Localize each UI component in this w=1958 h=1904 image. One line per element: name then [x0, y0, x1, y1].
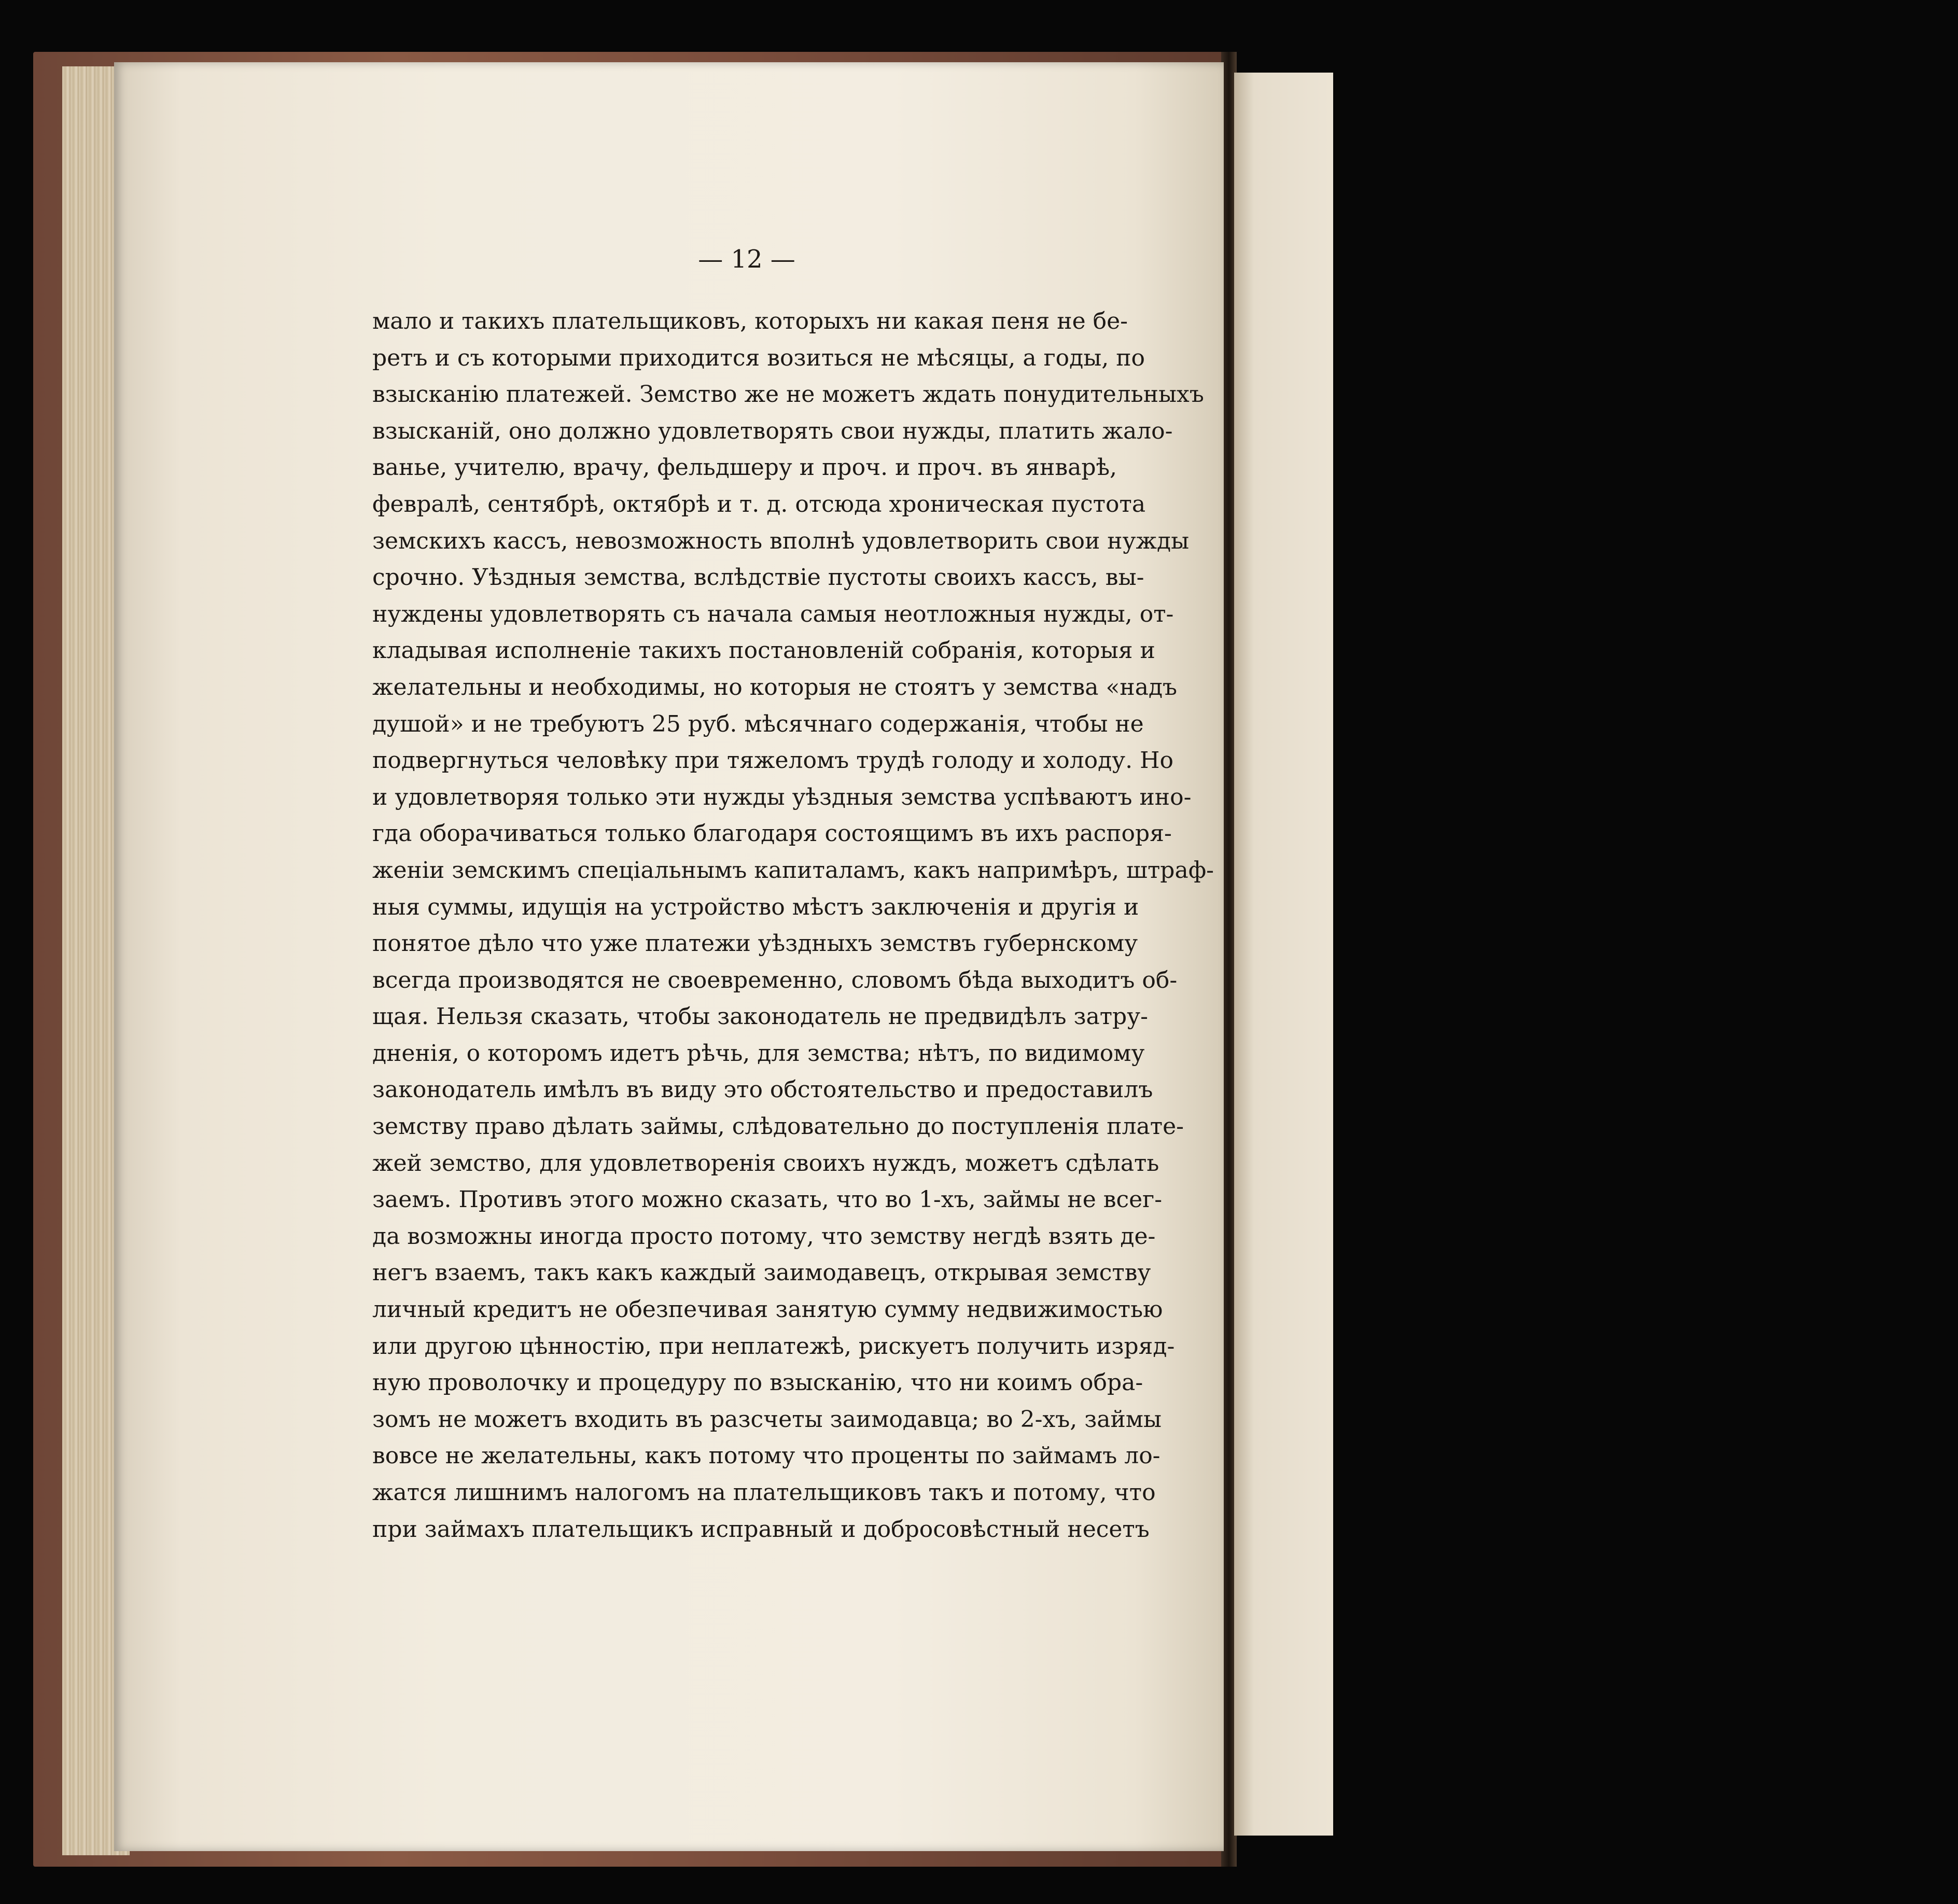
text-line: желательны и необходимы, но которыя не стоятъ у земства «надъ: [372, 674, 1178, 701]
text-line: ную проволочку и процедуру по взысканію, что ни коимъ обра-: [372, 1369, 1143, 1396]
text-line: взысканій, оно должно удовлетворять свои нужды, платить жало-: [372, 417, 1173, 444]
page-number: — 12 —: [698, 245, 795, 274]
text-line: дненія, о которомъ идетъ рѣчь, для земства; нѣтъ, по видимому: [372, 1040, 1145, 1067]
text-line: нуждены удовлетворять съ начала самыя неотложныя нужды, от-: [372, 600, 1174, 627]
text-line: зомъ не можетъ входить въ разсчеты заимодавца; во 2-хъ, займы: [372, 1406, 1162, 1433]
text-line: личный кредитъ не обезпечивая занятую сумму недвижимостью: [372, 1296, 1163, 1323]
body-text: [372, 303, 1214, 1548]
text-line: вовсе не желательны, какъ потому что проценты по займамъ ло-: [372, 1443, 1160, 1469]
text-line: женіи земскимъ спеціальнымъ капиталамъ, какъ напримѣръ, штраф-: [372, 857, 1214, 884]
text-line: февралѣ, сентябрѣ, октябрѣ и т. д. отсюда хроническая пустота: [372, 491, 1146, 517]
text-line: и удовлетворяя только эти нужды уѣздныя земства успѣваютъ ино-: [372, 783, 1192, 810]
text-line: при займахъ плательщикъ исправный и добросовѣстный несетъ: [372, 1516, 1150, 1543]
text-line: ванье, учителю, врачу, фельдшеру и проч. и проч. въ январѣ,: [372, 454, 1117, 481]
text-line: ретъ и съ которыми приходится возиться не мѣсяцы, а годы, по: [372, 344, 1145, 371]
text-line: земству право дѣлать займы, слѣдовательно до поступленія плате-: [372, 1113, 1184, 1140]
text-line: подвергнуться человѣку при тяжеломъ трудѣ голоду и холоду. Но: [372, 747, 1173, 774]
facing-page-edge: [1234, 73, 1333, 1836]
text-line: да возможны иногда просто потому, что земству негдѣ взять де-: [372, 1223, 1156, 1250]
text-line: заемъ. Противъ этого можно сказать, что во 1-хъ, займы не всег-: [372, 1186, 1163, 1213]
text-line: всегда производятся не своевременно, словомъ бѣда выходитъ об-: [372, 967, 1178, 993]
text-line: щая. Нельзя сказать, чтобы законодатель не предвидѣлъ затру-: [372, 1003, 1148, 1030]
text-line: гда оборачиваться только благодаря состоящимъ въ ихъ распоря-: [372, 820, 1172, 847]
text-line: законодатель имѣлъ въ виду это обстоятельство и предоставилъ: [372, 1076, 1153, 1103]
text-line: взысканію платежей. Земство же не можетъ ждать понудительныхъ: [372, 381, 1204, 408]
text-line: мало и такихъ плательщиковъ, которыхъ ни какая пеня не бе-: [372, 308, 1128, 334]
text-line: негъ взаемъ, такъ какъ каждый заимодавецъ, открывая земству: [372, 1259, 1151, 1286]
text-line: жей земство, для удовлетворенія своихъ нуждъ, можетъ сдѣлать: [372, 1150, 1159, 1177]
text-line: кладывая исполненіе такихъ постановленій собранія, которыя и: [372, 637, 1155, 664]
text-line: жатся лишнимъ налогомъ на плательщиковъ такъ и потому, что: [372, 1479, 1156, 1506]
text-line: срочно. Уѣздныя земства, вслѣдствіе пустоты своихъ кассъ, вы-: [372, 564, 1144, 591]
text-line: ныя суммы, идущія на устройство мѣстъ заключенія и другія и: [372, 893, 1139, 920]
text-line: душой» и не требуютъ 25 руб. мѣсячнаго содержанія, чтобы не: [372, 710, 1144, 737]
text-line: или другою цѣнностію, при неплатежѣ, рискуетъ получить изряд-: [372, 1333, 1175, 1360]
text-line: понятое дѣло что уже платежи уѣздныхъ земствъ губернскому: [372, 930, 1138, 957]
text-line: земскихъ кассъ, невозможность вполнѣ удовлетворить свои нужды: [372, 527, 1190, 554]
